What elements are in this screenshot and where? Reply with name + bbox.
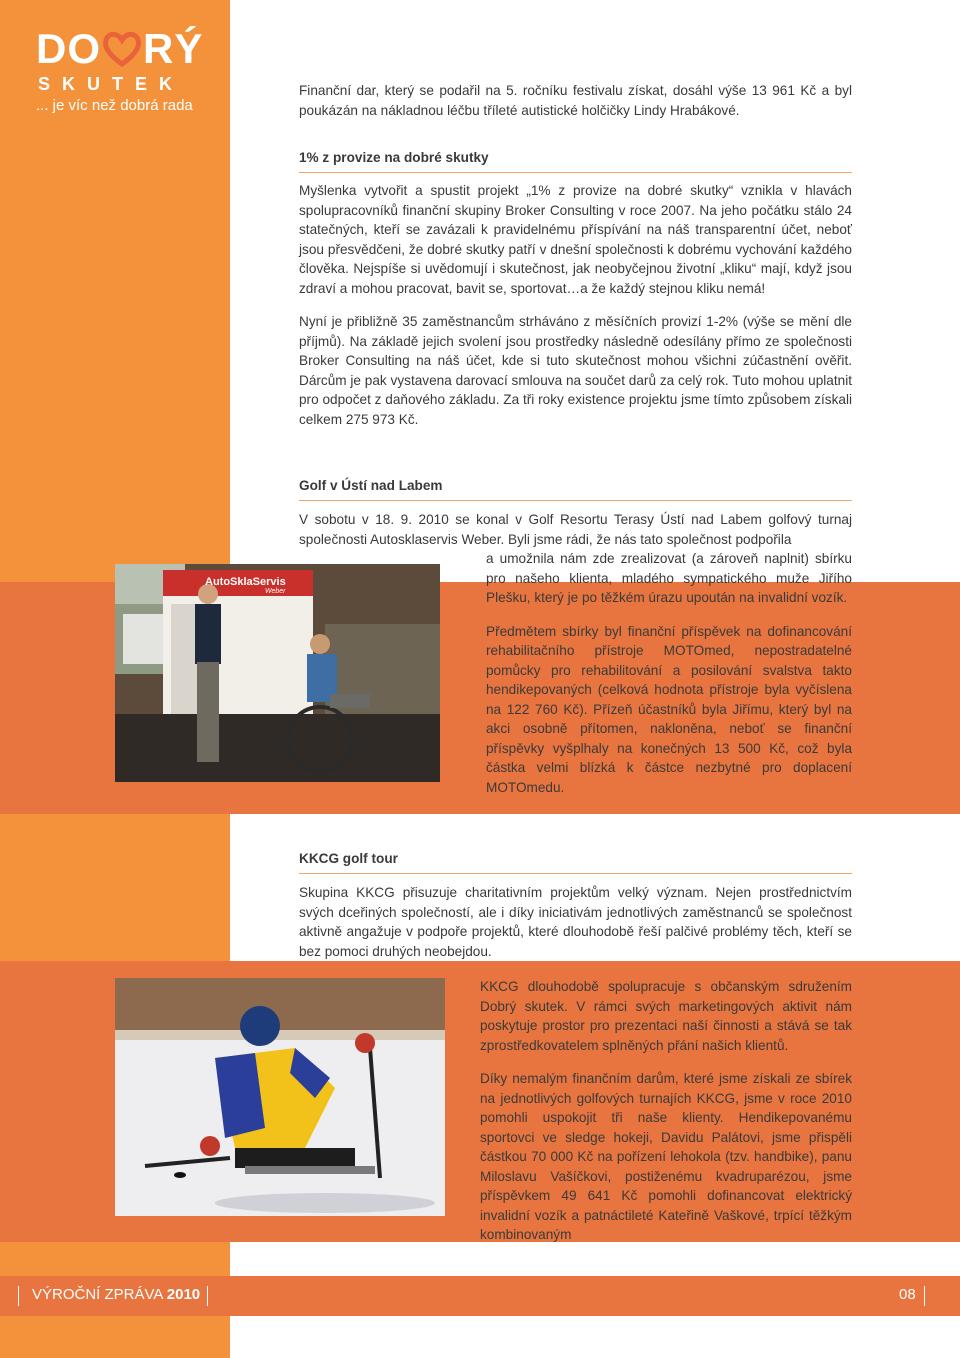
section-2-paragraph-2: Předmětem sbírky byl finanční příspěvek na dofinancování rehabilitačního přístroje MOTOmed, nepostradatelné pomůcky pro rehabilitování a posilování svalstva takto hendikepovaných (celková hodnota přístroje byla vyčíslena na 122 760 Kč). Přízeň účastníků byla Jiřímu, který byl na akci osobně přítomen, nakloněna, neboť se finanční příspěvky vyšplhaly na konečných 13 500 Kč, což byla částka velmi blízká k částce nezbytné pro doplacení MOTOmedu. (486, 623, 852, 795)
logo-word-right: RÝ (143, 25, 204, 72)
section-3-intro (299, 883, 852, 975)
heading-golf-usti: Golf v Ústí nad Labem (299, 478, 852, 501)
logo-subtitle: SKUTEK (38, 74, 185, 94)
banner-brand-sub: Weber (265, 588, 286, 595)
golf-event-photo (115, 564, 440, 782)
footer-report-label: VÝROČNÍ ZPRÁVA (32, 1286, 163, 1303)
logo-tagline: ... je víc než dobrá rada (36, 97, 193, 114)
intro-text (299, 81, 852, 134)
footer-divider-left (18, 1286, 19, 1306)
logo (36, 25, 206, 114)
section-2-paragraph-1: V sobotu v 18. 9. 2010 se konal v Golf Resortu Terasy Ústí nad Labem golfový turnaj společnosti Autosklaservis Weber. Byli jsme rádi, že nás tato společnost podpořila (299, 512, 852, 547)
section-1-body (299, 181, 852, 443)
page-number: 08 (899, 1286, 916, 1303)
footer-divider-mid (207, 1286, 208, 1306)
footer-label (32, 1286, 200, 1303)
intro-paragraph: Finanční dar, který se podařil na 5. ročníku festivalu získat, dosáhl výše 13 961 Kč a byl poukázán na nákladnou léčbu tříleté autistické holčičky Lindy Hrabákové. (299, 83, 852, 118)
section-3-body (480, 977, 852, 1259)
banner-brand: AutoSklaServis (205, 576, 286, 588)
section-2-paragraph-1-cont: a umožnila nám zde zrealizovat (a zároveň naplnit) sbírku pro našeho klienta, mladého sympatického muže Jiřího Plešku, který je po těžkém úrazu upoután na invalidní vozík. (486, 551, 852, 605)
footer-divider-right (924, 1286, 925, 1306)
sledge-hockey-photo (115, 978, 445, 1216)
section-3-paragraph-3: Díky nemalým finančním darům, které jsme získali ze sbírek na jednotlivých golfových turnajích KKCG, jsme v roce 2010 pomohli uspokojit tři naše klienty. Hendikepovanému sportovci ve sledge hokeji, Davidu Palátovi, jsme přispěli částkou 70 000 Kč na pořízení lehokola (tzv. handbike), panu Miloslavu Vašíčkovi, postiženému kvadruparézou, jsme příspěvkem 49 641 Kč pomohli dofinancovat elektrický invalidní vozík a patnáctileté Kateřině Vaškové, trpící těžkým kombinovaným (480, 1071, 852, 1242)
footer-year: 2010 (166, 1286, 201, 1303)
section-3-paragraph-2: KKCG dlouhodobě spolupracuje s občanským sdružením Dobrý skutek. V rámci svých marketingových aktivit nám poskytuje prostor pro prezentaci naší činnosti a stává se tak zprostředkovatelem splněných přání našich klientů. (480, 979, 852, 1053)
section-2-body (486, 549, 852, 811)
logo-word-left: DO (36, 25, 101, 72)
section-1-paragraph-2: Nyní je přibližně 35 zaměstnancům strháváno z měsíčních provizí 1-2% (výše se mění dle příjmů). Na základě jejich svolení jsou prostředky následně odesílány přímo ze společnosti Broker Consulting na náš účet, kde si tuto skutečnost mohou všichni zúčastnění ověřit. Dárcům je pak vystavena darovací smlouva na součet darů za celý rok. Tuto mohou uplatnit pro odpočet z daňového základu. Za tři roky existence projektu jsme tímto způsobem získali celkem 275 973 Kč. (299, 314, 852, 427)
section-3-paragraph-1: Skupina KKCG přisuzuje charitativním projektům velký význam. Nejen prostřednictvím svých dceřiných společností, ale i díky iniciativám jednotlivých zaměstnanců se společnost aktivně angažuje v podpoře projektů, které dlouhodobě řeší palčivé problémy těch, kteří se bez pomoci druhých neobejdou. (299, 885, 852, 959)
heart-icon (102, 30, 142, 68)
heading-1-percent: 1% z provize na dobré skutky (299, 150, 852, 173)
section-1-paragraph-1: Myšlenka vytvořit a spustit projekt „1% z provize na dobré skutky“ vznikla v hlavách spolupracovníků finanční skupiny Broker Consulting v roce 2007. Na jeho počátku stálo 24 statečných, kteří se zavázali k pravidelnému příspívání na náš transparentní účet, neboť jsou přesvědčeni, že dobré skutky patří v dnešní společnosti k dobrému vychování každého člověka. Nejspíše si uvědomují i skutečnost, jak neobyčejnou životní „kliku“ mají, když jsou zdraví a mohou pracovat, bavit se, sportovat…a že každý stejnou kliku nemá! (299, 183, 852, 296)
heading-kkcg: KKCG golf tour (299, 851, 852, 874)
